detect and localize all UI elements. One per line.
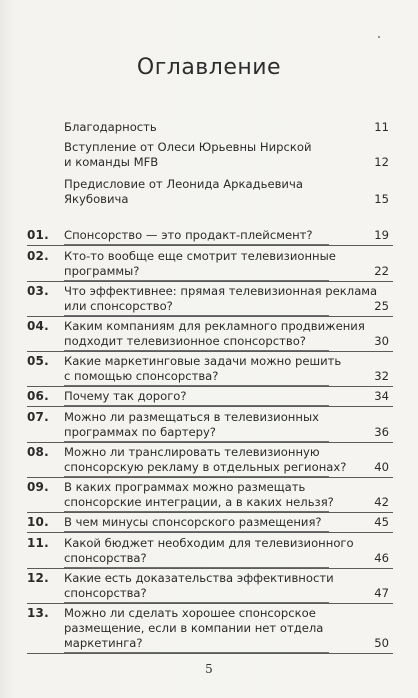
toc-entry-line: Благодарность (64, 120, 157, 134)
divider (27, 512, 393, 513)
toc-entry-line: Почему так дорого? (64, 389, 187, 403)
toc-entry-line: размещение, если в компании нет отдела (64, 621, 324, 635)
toc-page-number: 34 (374, 389, 389, 403)
toc-entry-line: Какие есть доказательства эффективности (64, 571, 334, 585)
toc-entry-title (64, 480, 334, 512)
toc-page-number: 50 (374, 636, 389, 650)
divider (27, 386, 393, 387)
toc-page-number: 19 (374, 228, 389, 242)
divider (27, 477, 393, 478)
divider (27, 568, 393, 569)
page-number-footer: 5 (205, 662, 213, 676)
toc-page-number: 45 (374, 515, 389, 529)
toc-page-number: 42 (374, 495, 389, 509)
toc-entry-title (64, 319, 365, 351)
toc-entry-title (64, 536, 354, 568)
toc-page-number: 11 (374, 120, 389, 134)
toc-entry-line: Какие маркетинговые задачи можно решить (64, 354, 342, 368)
toc-entry-line: маркетинга? (64, 636, 143, 650)
toc-page-number: 15 (374, 192, 389, 206)
divider (27, 532, 393, 533)
toc-entry-title (64, 120, 329, 136)
toc-entry-line: подходит телевизионное спонсорство? (64, 334, 306, 348)
toc-entry-title (64, 389, 329, 406)
toc-entry-line: программах по бартеру? (64, 425, 216, 439)
divider (27, 406, 393, 407)
toc-entry-line: программы? (64, 264, 140, 278)
chapter-number: 11. (27, 536, 49, 550)
toc-entry-line: Предисловие от Леонида Аркадьевича (64, 177, 303, 191)
page-title: Оглавление (136, 55, 282, 80)
chapter-number: 05. (27, 354, 49, 368)
toc-page-number: 36 (374, 425, 389, 439)
toc-entry-line: или спонсорство? (64, 299, 173, 313)
toc-entry-line: Можно ли размещаться в телевизионных (64, 410, 319, 424)
toc-entry-line: Кто-то вообще еще смотрит телевизионные (64, 249, 336, 263)
toc-entry-title (64, 354, 342, 386)
chapter-number: 04. (27, 319, 49, 333)
toc-entry-line: Какой бюджет необходим для телевизионного (64, 536, 354, 550)
chapter-number: 02. (27, 249, 49, 263)
toc-entry-line: спонсорскую рекламу в отдельных регионах? (64, 460, 347, 474)
chapter-number: 10. (27, 515, 49, 529)
chapter-number: 06. (27, 389, 49, 403)
toc-page-number: 30 (374, 334, 389, 348)
toc-entry-line: Спонсорство — это продакт-плейсмент? (64, 228, 313, 242)
toc-page-number: 22 (374, 264, 389, 278)
chapter-number: 13. (27, 606, 49, 620)
chapter-number: 01. (27, 228, 49, 242)
toc-entry-title (64, 249, 336, 281)
toc-entry-title (64, 228, 329, 245)
toc-entry-line: Можно ли сделать хорошее спонсорское (64, 606, 316, 620)
toc-entry-line: Что эффективнее: прямая телевизионная реклама (64, 284, 378, 298)
toc-page-number: 47 (374, 586, 389, 600)
toc-entry-title (64, 515, 329, 532)
toc-entry-title (64, 284, 378, 316)
chapter-number: 12. (27, 571, 49, 585)
toc-entry-title (64, 177, 329, 208)
divider (27, 281, 393, 282)
chapter-number: 03. (27, 284, 49, 298)
toc-entry-title (64, 140, 329, 171)
toc-entry-line: Каким компаниям для рекламного продвижения (64, 319, 365, 333)
toc-entry-line: спонсорства? (64, 586, 147, 600)
toc-page-number: 25 (374, 299, 389, 313)
toc-page-number: 40 (374, 460, 389, 474)
divider (27, 603, 393, 604)
toc-page-number: 32 (374, 369, 389, 383)
toc-entry-title (64, 571, 334, 603)
divider (27, 653, 393, 654)
toc-entry-line: спонсорства? (64, 551, 147, 565)
chapter-number: 07. (27, 410, 49, 424)
toc-entry-line: В чем минусы спонсорского размещения? (64, 515, 322, 529)
toc-entry-title (64, 445, 347, 477)
toc-entry-line: В каких программах можно размещать (64, 480, 306, 494)
toc-page-number: 46 (374, 551, 389, 565)
toc-entry-line: Вступление от Олеси Юрьевны Нирской (64, 140, 312, 154)
toc-entry-line: спонсорские интеграции, а в каких нельзя? (64, 495, 334, 509)
divider (27, 316, 393, 317)
toc-entry-line: с помощью спонсорства? (64, 369, 219, 383)
divider (27, 351, 393, 352)
divider (27, 442, 393, 443)
toc-entry-title (64, 606, 329, 653)
toc-entry-line: Можно ли транслировать телевизионную (64, 445, 320, 459)
chapter-number: 08. (27, 445, 49, 459)
toc-entry-line: Якубовича (64, 192, 129, 206)
divider (27, 245, 393, 246)
toc-entry-title (64, 410, 329, 442)
chapter-number: 09. (27, 480, 49, 494)
toc-page-number: 12 (374, 155, 389, 169)
toc-entry-line: и команды MFB (64, 155, 159, 169)
print-speck (378, 36, 380, 38)
